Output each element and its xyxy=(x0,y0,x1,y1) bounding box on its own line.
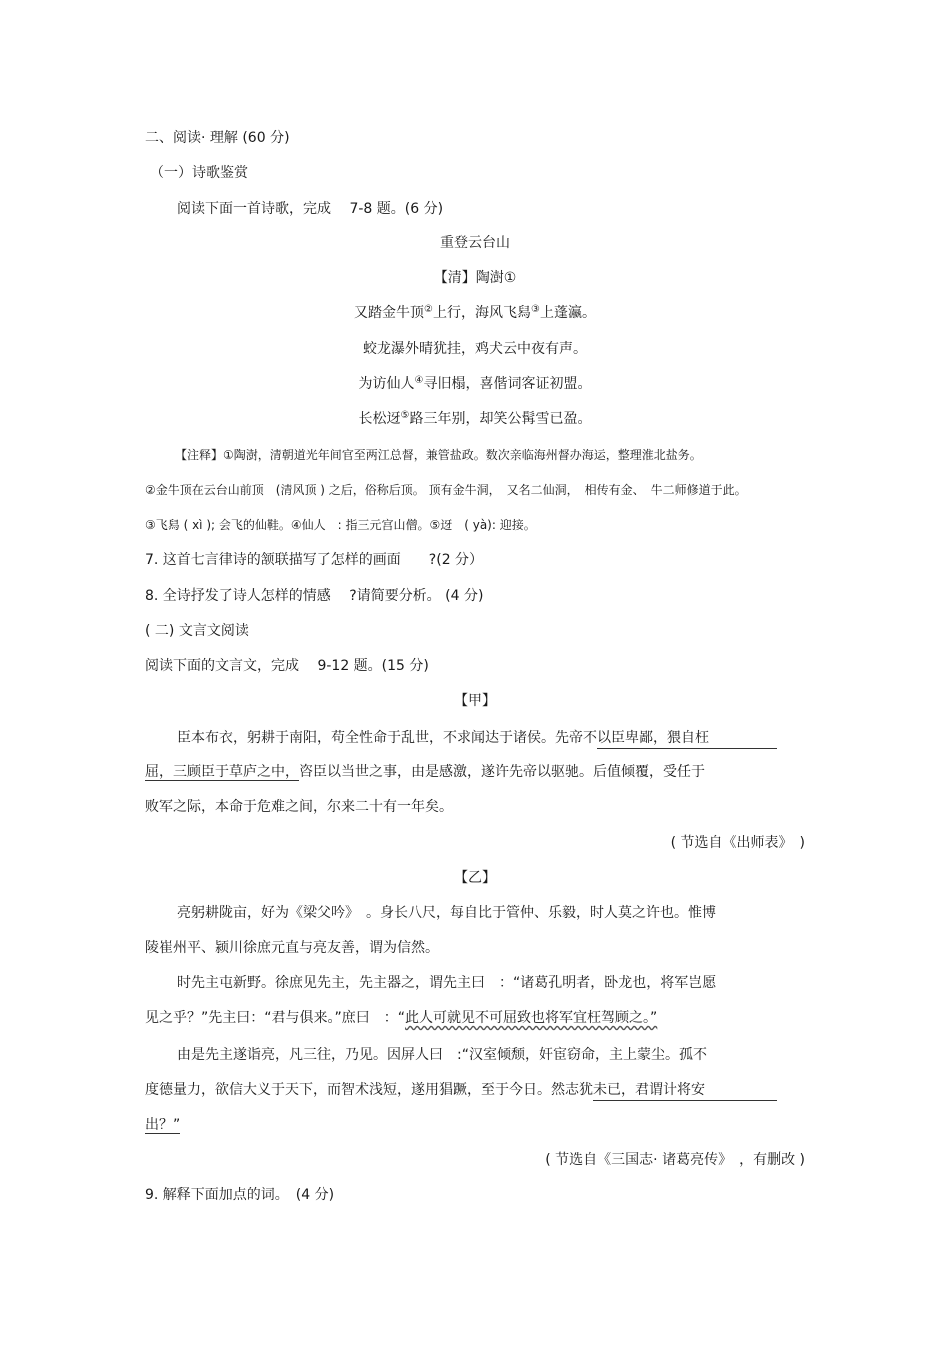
footnote-marker: ④ xyxy=(414,375,424,386)
part1-heading: （一）诗歌鉴赏 xyxy=(150,165,248,181)
jia-label: 【甲】 xyxy=(454,693,496,709)
part1-instruction: 阅读下面一首诗歌，完成 7-8 题。(6 分) xyxy=(177,201,444,217)
yi-line-5: 由是先主遂诣亮，凡三往，乃见。因屏人曰 :“汉室倾颓，奸宦窃命，主上蒙尘。孤不 xyxy=(177,1047,707,1063)
yi-line-4: 见之乎？”先主曰：“君与俱来。”庶曰 ：“此人可就见不可屈致也将军宜枉驾顾之。” xyxy=(145,1010,658,1026)
yi-line-3: 时先主屯新野。徐庶见先主，先主器之，谓先主曰 ：“诸葛孔明者，卧龙也，将军岂愿 xyxy=(177,975,717,991)
footnote-marker: ② xyxy=(424,304,433,315)
part2-instruction: 阅读下面的文言文，完成 9-12 题。(15 分) xyxy=(145,658,429,674)
jia-line-1: 臣本布衣，躬耕于南阳，苟全性命于乱世，不求闻达于诸侯。先帝不以臣卑鄙，猥自枉 xyxy=(177,728,777,749)
yi-label: 【乙】 xyxy=(454,870,496,886)
underlined-phrase: 出？” xyxy=(145,1117,181,1133)
section-title: 二、阅读· 理解 (60 分) xyxy=(145,130,290,146)
yi-line-1: 亮躬耕陇亩，好为《梁父吟》 。身长八尺，每自比于管仲、乐毅，时人莫之许也。惟博 xyxy=(177,905,716,921)
jia-source: ( 节选自《出师表》 ) xyxy=(670,835,805,851)
jia-line-3: 败军之际，本命于危难之间，尔来二十有一年矣。 xyxy=(145,799,453,815)
poem-line-3: 为访仙人④寻旧榻，喜偕词客证初盟。 xyxy=(358,375,592,392)
underlined-phrase: 以臣卑鄙，猥自枉 xyxy=(597,728,777,749)
poem-line-2: 蛟龙瀑外晴犹挂，鸡犬云中夜有声。 xyxy=(363,341,587,357)
note-2: ②金牛顶在云台山前顶 (清风顶 ) 之后，俗称后顶。 顶有金牛洞， 又名二仙洞， 相传有金、 牛二师修道于此。 xyxy=(145,483,747,497)
footnote-marker: ③ xyxy=(531,304,540,315)
poem-title: 重登云台山 xyxy=(440,235,510,251)
yi-line-2: 陵崔州平、颍川徐庶元直与亮友善，谓为信然。 xyxy=(145,940,439,956)
note-1: 【注释】①陶澍，清朝道光年间官至两江总督，兼管盐政。数次亲临海州督办海运，整理淮北盐务。 xyxy=(175,448,702,462)
yi-line-7 xyxy=(145,1115,180,1135)
poem-line-1: 又踏金牛顶②上行，海风飞舄③上蓬瀛。 xyxy=(354,304,596,321)
wavy-underlined-sentence: 此人可就见不可屈致也将军宜枉驾顾之。” xyxy=(405,1010,658,1026)
footnote-marker: ⑤ xyxy=(400,410,410,421)
question-7: 7. 这首七言律诗的颔联描写了怎样的画面 ?(2 分） xyxy=(145,552,484,568)
question-9: 9. 解释下面加点的词。 (4 分) xyxy=(145,1187,335,1203)
underlined-phrase: 屈，三顾臣于草庐之中， xyxy=(145,764,299,780)
yi-source: ( 节选自《三国志· 诸葛亮传》 ，有删改 ) xyxy=(545,1152,805,1168)
note-3: ③飞舄 ( xì ); 会飞的仙鞋。④仙人 : 指三元宫山僧。⑤迓 ( yà): 迎接。 xyxy=(145,518,536,532)
poem-line-4: 长松迓⑤路三年别，却笑公髯雪已盈。 xyxy=(358,410,592,427)
poem-author: 【清】陶澍① xyxy=(433,270,517,286)
jia-line-2: 屈，三顾臣于草庐之中，咨臣以当世之事，由是感激，遂许先帝以驱驰。后值倾覆，受任于 xyxy=(145,764,705,780)
question-8: 8. 全诗抒发了诗人怎样的情感 ?请简要分析。 (4 分) xyxy=(145,588,484,604)
yi-line-6: 度德量力，欲信大义于天下，而智术浅短，遂用猖蹶，至于今日。然志犹未已，君谓计将安 xyxy=(145,1080,777,1101)
underlined-phrase: 未已，君谓计将安 xyxy=(593,1080,777,1101)
part2-heading: ( 二) 文言文阅读 xyxy=(145,623,249,639)
